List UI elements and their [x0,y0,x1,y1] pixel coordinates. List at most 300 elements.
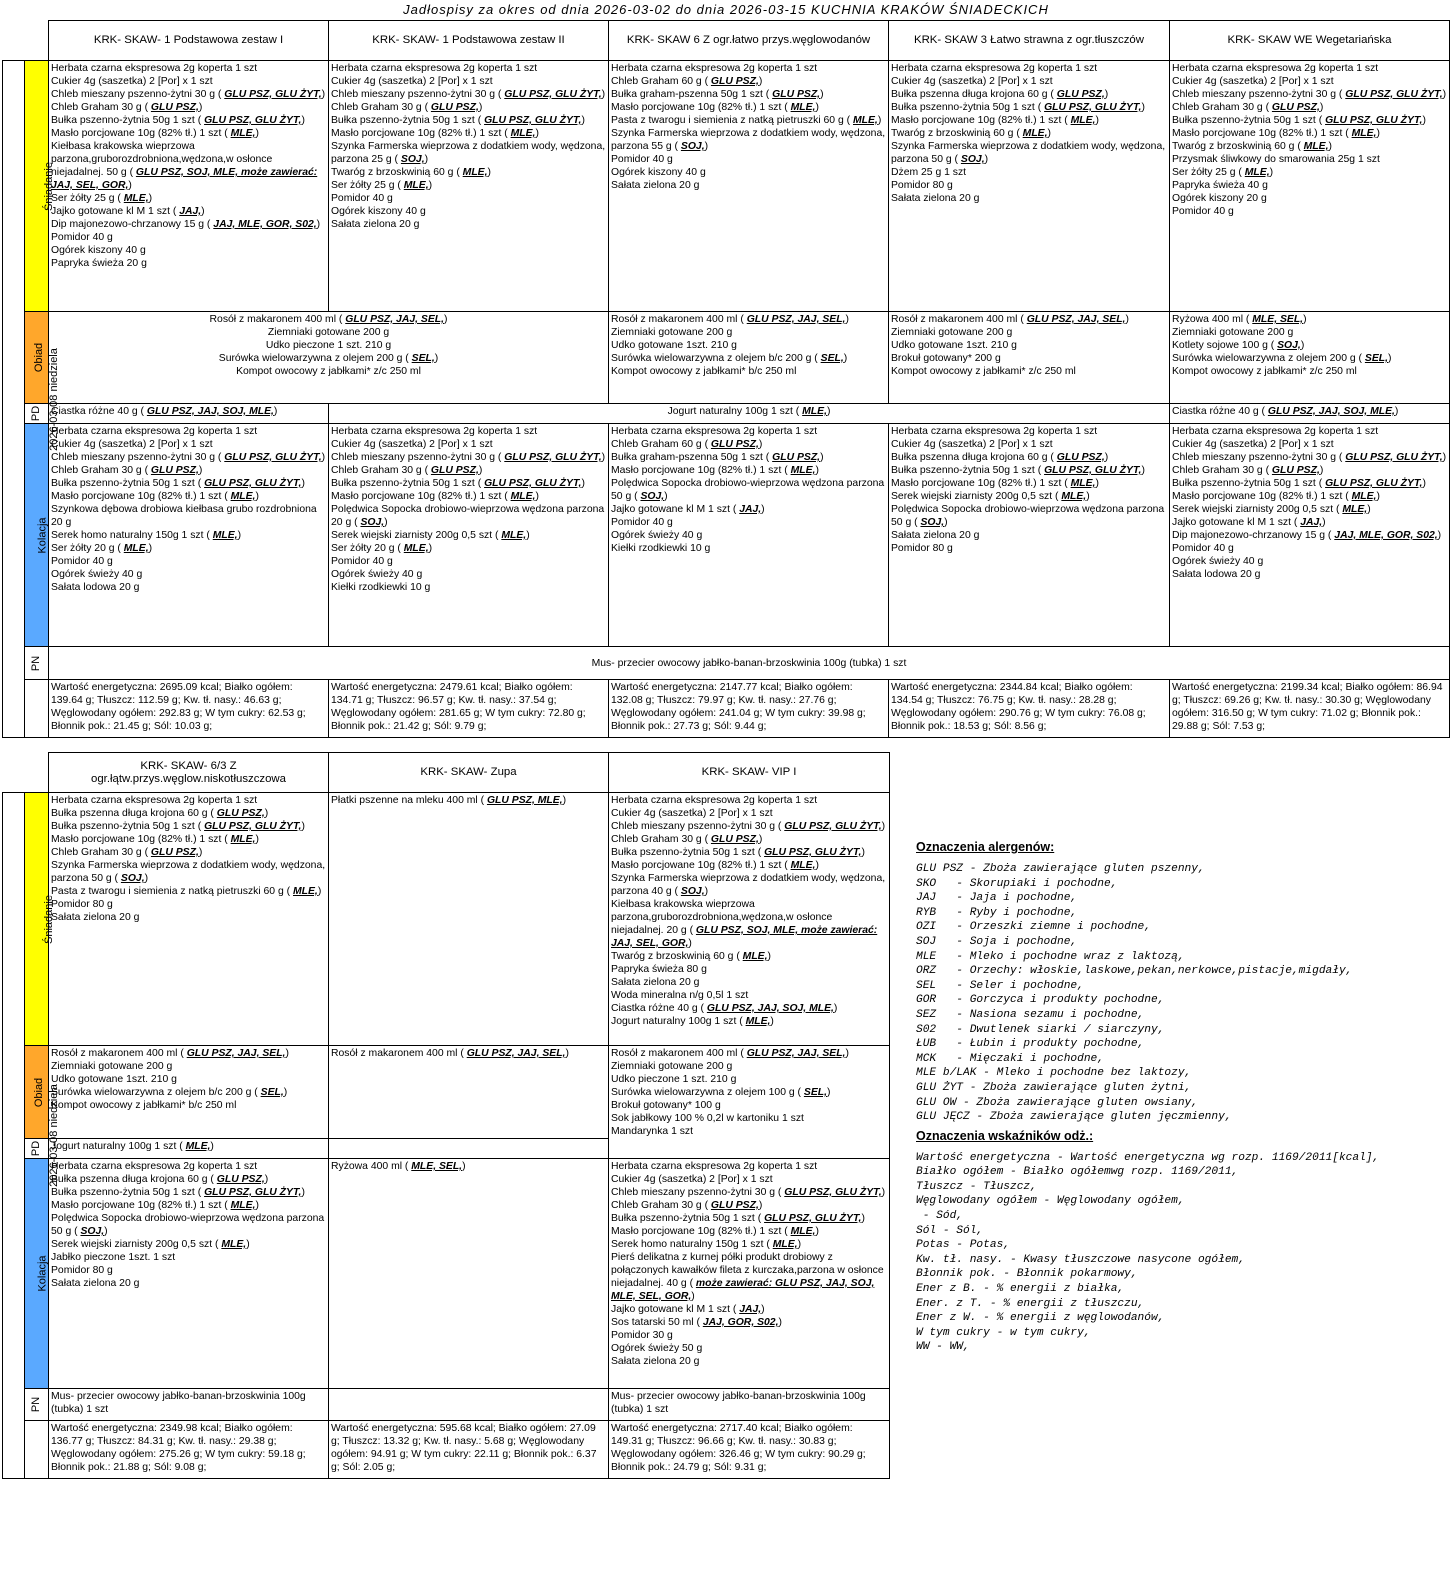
allergen-codes: MLE, [1303,141,1329,152]
meal-label-pn: PN [25,647,49,680]
allergen-codes: MLE, [230,1200,256,1211]
menu-item: Herbata czarna ekspresowa 2g koperta 1 szt [51,63,258,74]
allergen-codes: MLE, [292,886,318,897]
diet-header: KRK- SKAW- 1 Podstawowa zestaw I [49,21,329,61]
legend-line: SKO - Skorupiaki i pochodne, [916,877,1118,890]
menu-cell [49,1046,329,1139]
menu-item: Szynkowa dębowa drobiowa kiełbasa grubo rozdrobniona 20 g [51,504,317,528]
menu-item: Serek homo naturalny 150g 1 szt ( MLE,) [51,530,242,541]
menu-item: Serek wiejski ziarnisty 200g 0,5 szt ( MLE,) [51,1239,250,1250]
menu-item: Chleb mieszany pszenno-żytni 30 g ( GLU PSZ, GLU ŻYT,) [1172,89,1447,100]
menu-item: Surówka wielowarzywna z olejem 200 g ( SEL,) [218,353,439,364]
allergen-codes: GLU PSZ, JAJ, SOJ, MLE, [146,406,274,417]
menu-item: Rosół z makaronem 400 ml ( GLU PSZ, JAJ, SEL,) [611,314,849,325]
menu-cell [609,424,889,647]
menu-item: Jabłko pieczone 1szt. 1 szt [51,1252,176,1263]
allergen-codes: GLU PSZ, GLU ŻYT, [204,1187,302,1198]
menu-cell [1170,404,1450,424]
menu-item: Rosół z makaronem 400 ml ( GLU PSZ, JAJ, SEL,) [891,314,1129,325]
menu-item: Bułka pszenno-żytnia 50g 1 szt ( GLU PSZ, GLU ŻYT,) [331,478,585,489]
menu-cell [329,1139,609,1159]
menu-item: Cukier 4g (saszetka) 2 [Por] x 1 szt [1172,439,1334,450]
menu-item: Ser żółty 20 g ( MLE,) [51,543,153,554]
allergen-codes: MLE, [1351,128,1377,139]
menu-item: Jajko gotowane kl M 1 szt ( JAJ,) [611,1304,765,1315]
menu-item: Pomidor 40 g [331,193,393,204]
nutrition-cell: Wartość energetyczna: 2147.77 kcal; Białko ogółem: 132.08 g; Tłuszcz: 79.97 g; Kw. tł. nasy.: 27.76 g; Węglowodany ogółem: 241.04 g; W tym cukry: 39.98 g; Błonnik pok.: 27.73 g; Sól: 9.44 g; [609,680,889,738]
menu-cell [49,312,609,404]
allergen-codes: GLU PSZ, [772,89,821,100]
menu-item: Bułka graham-pszenna 50g 1 szt ( GLU PSZ,) [611,452,824,463]
menu-item: Ciastka różne 40 g ( GLU PSZ, JAJ, SOJ, MLE,) [1172,406,1399,417]
menu-item: Rosół z makaronem 400 ml ( GLU PSZ, JAJ, SEL,) [209,314,448,325]
menu-item: Bułka pszenno-żytnia 50g 1 szt ( GLU PSZ, GLU ŻYT,) [51,478,305,489]
menu-item: Udko gotowane 1szt. 210 g [611,340,737,351]
menu-item: Ziemniaki gotowane 200 g [1172,327,1294,338]
menu-item: Polędwica Sopocka drobiowo-wieprzowa wędzona parzona 50 g ( SOJ,) [51,1213,325,1237]
allergen-codes: MLE, [510,491,536,502]
menu-item: Cukier 4g (saszetka) 2 [Por] x 1 szt [331,439,493,450]
menu-item: Herbata czarna ekspresowa 2g koperta 1 szt [331,426,538,437]
legend-line: - Sód, [916,1210,963,1223]
menu-item: Cukier 4g (saszetka) 2 [Por] x 1 szt [611,1174,773,1185]
legend-line: Węglowodany ogółem - Węglowodany ogółem, [916,1195,1185,1208]
menu-item: Sałata zielona 20 g [611,180,700,191]
menu-item: Masło porcjowane 10g (82% tł.) 1 szt ( MLE,) [51,834,259,845]
menu-item: Woda mineralna n/g 0,5l 1 szt [611,990,749,1001]
menu-item: Masło porcjowane 10g (82% tł.) 1 szt ( MLE,) [51,491,259,502]
menu-item: Dżem 25 g 1 szt [891,167,967,178]
menu-item: Szynka Farmerska wieprzowa z dodatkiem wody, wędzona, parzona 40 g ( SOJ,) [611,873,886,897]
menu-item: Pierś delikatna z kurnej półki produkt drobiowy z połączonych kawałków fileta z kurczaka,parzona w osłonce niejadalnej. 40 g ( może zawierać: GLU PSZ, JAJ, SOJ, MLE, SEL, GOR,) [611,1252,884,1302]
menu-item: Ziemniaki gotowane 200 g [51,1061,173,1072]
menu-item: Kompot owocowy z jabłkami* z/c 250 ml [891,366,1076,377]
allergen-codes: MLE, [123,193,149,204]
menu-item: Pomidor 40 g [611,517,673,528]
menu-item: Ziemniaki gotowane 200 g [611,1061,733,1072]
menu-cell [49,424,329,647]
menu-item: Serek wiejski ziarnisty 200g 0,5 szt ( MLE,) [331,530,530,541]
allergen-codes: GLU PSZ, [1056,452,1105,463]
allergen-codes: SEL, [260,1087,284,1098]
allergen-codes: MLE, [230,491,256,502]
menu-item: Pomidor 40 g [331,556,393,567]
allergen-codes: SOJ, [920,517,945,528]
legend-line: JAJ - Jaja i pochodne, [916,892,1078,905]
menu-item: Sałata lodowa 20 g [51,582,140,593]
menu-item: Serek homo naturalny 150g 1 szt ( MLE,) [611,1239,802,1250]
menu-item: Udko pieczone 1 szt. 210 g [265,340,392,351]
menu-item: Brokuł gotowany* 100 g [611,1100,721,1111]
allergen-codes: GLU PSZ, JAJ, SEL, [746,1048,846,1059]
menu-item: Papryka świeża 80 g [611,964,707,975]
menu-item: Cukier 4g (saszetka) 2 [Por] x 1 szt [891,439,1053,450]
menu-item: Chleb Graham 30 g ( GLU PSZ,) [611,1200,763,1211]
menu-item: Cukier 4g (saszetka) 2 [Por] x 1 szt [51,76,213,87]
allergen-codes: SOJ, [640,491,665,502]
menu-cell [49,404,329,424]
meal-label-obiad: Obiad [25,1046,49,1139]
menu-item: Chleb Graham 60 g ( GLU PSZ,) [611,439,763,450]
allergen-codes: GLU PSZ, GLU ŻYT, [224,452,322,463]
allergen-codes: JAJ, [739,1304,762,1315]
menu-item: Sałata zielona 20 g [51,912,140,923]
menu-item: Pasta z twarogu i siemienia z natką pietruszki 60 g ( MLE,) [611,115,882,126]
allergen-codes: MLE, SEL, [411,1161,463,1172]
menu-item: Ryżowa 400 ml ( MLE, SEL,) [1172,314,1307,325]
menu-cell-pn: Mus- przecier owocowy jabłko-banan-brzoskwinia 100g (tubka) 1 szt [49,647,1450,680]
nutrition-indicators-list [916,1151,1436,1355]
menu-item: Surówka wielowarzywna z olejem 200 g ( SEL,) [1172,353,1392,364]
allergen-codes: GLU PSZ, GLU ŻYT, [204,478,302,489]
allergen-codes: GLU PSZ, GLU ŻYT, [484,115,582,126]
menu-item: Ogórek kiszony 40 g [611,167,706,178]
legend-line: Ener. z T. - % energii z tłuszczu, [916,1297,1145,1310]
menu-item: Pomidor 80 g [891,543,953,554]
allergen-codes: MLE, [852,115,878,126]
legend-line: GLU OW - Zboża zawierające gluten owsiany, [916,1096,1198,1109]
menu-item: Chleb Graham 30 g ( GLU PSZ,) [331,102,483,113]
allergen-codes: SEL, [1364,353,1388,364]
menu-item: Ser żółty 25 g ( MLE,) [1172,167,1274,178]
menu-item: Bułka pszenno-żytnia 50g 1 szt ( GLU PSZ, GLU ŻYT,) [1172,478,1426,489]
meal-label-pn: PN [25,1389,49,1421]
allergen-codes: GLU PSZ, GLU ŻYT, [784,1187,882,1198]
menu-item: Cukier 4g (saszetka) 2 [Por] x 1 szt [1172,76,1334,87]
meal-label-sniadanie: Śniadanie [25,61,49,312]
allergen-codes: MLE, [790,1226,816,1237]
allergen-codes: GLU PSZ, GLU ŻYT, [204,821,302,832]
menu-item: Serek wiejski ziarnisty 200g 0,5 szt ( MLE,) [891,491,1090,502]
menu-item: Pomidor 80 g [51,1265,113,1276]
menu-item: Bułka pszenno-żytnia 50g 1 szt ( GLU PSZ, GLU ŻYT,) [891,465,1145,476]
menu-item: Twaróg z brzoskwinią 60 g ( MLE,) [611,951,771,962]
allergen-codes: MLE, [1061,491,1087,502]
legend-line: ŁUB - Łubin i produkty pochodne, [916,1038,1145,1051]
menu-item: Chleb Graham 30 g ( GLU PSZ,) [51,102,203,113]
menu-item: Serek wiejski ziarnisty 200g 0,5 szt ( MLE,) [1172,504,1371,515]
menu-item: Chleb mieszany pszenno-żytni 30 g ( GLU PSZ, GLU ŻYT,) [331,452,606,463]
menu-item: Masło porcjowane 10g (82% tł.) 1 szt ( MLE,) [891,478,1099,489]
menu-item: Ryżowa 400 ml ( MLE, SEL,) [331,1161,466,1172]
allergen-codes: GLU PSZ, [1271,102,1320,113]
menu-item: Jogurt naturalny 100g 1 szt ( MLE,) [611,1016,774,1027]
menu-cell [1170,61,1450,312]
allergen-codes: SOJ, [680,141,705,152]
legend-line: GLU ŻYT - Zboża zawierające gluten żytni, [916,1081,1192,1094]
menu-item: Jajko gotowane kl M 1 szt ( JAJ,) [51,206,205,217]
allergen-codes: GLU PSZ, JAJ, SEL, [466,1048,566,1059]
menu-item: Cukier 4g (saszetka) 2 [Por] x 1 szt [611,808,773,819]
menu-item: Masło porcjowane 10g (82% tł.) 1 szt ( MLE,) [611,465,819,476]
menu-item: Pomidor 40 g [611,154,673,165]
menu-cell [609,312,889,404]
allergen-codes: GLU PSZ, GLU ŻYT, [764,1213,862,1224]
menu-cell-pn: Mus- przecier owocowy jabłko-banan-brzoskwinia 100g (tubka) 1 szt [49,1389,329,1421]
menu-item: Bułka pszenno-żytnia 50g 1 szt ( GLU PSZ, GLU ŻYT,) [1172,115,1426,126]
allergen-codes: może zawierać: GLU PSZ, JAJ, SOJ, MLE, SEL, GOR, [611,1278,875,1302]
allergen-codes: MLE, [1244,167,1270,178]
allergen-codes: MLE, [790,102,816,113]
allergen-codes: GLU PSZ, [150,847,199,858]
menu-item: Herbata czarna ekspresowa 2g koperta 1 szt [51,1161,258,1172]
menu-item: Chleb Graham 30 g ( GLU PSZ,) [331,465,483,476]
allergen-codes: GLU PSZ, GLU ŻYT, [764,847,862,858]
legend-line: Kw. tł. nasy. - Kwasy tłuszczowe nasycone ogółem, [916,1253,1245,1266]
menu-item: Masło porcjowane 10g (82% tł.) 1 szt ( MLE,) [51,128,259,139]
menu-item: Chleb Graham 30 g ( GLU PSZ,) [51,465,203,476]
menu-item: Bułka pszenno-żytnia 50g 1 szt ( GLU PSZ, GLU ŻYT,) [331,115,585,126]
menu-item: Herbata czarna ekspresowa 2g koperta 1 szt [331,63,538,74]
legend-line: Białko ogółem - Białko ogółemwg rozp. 1169/2011, [916,1166,1239,1179]
menu-item: Twaróg z brzoskwinią 60 g ( MLE,) [1172,141,1332,152]
allergen-codes: GLU PSZ, GLU ŻYT, [504,89,602,100]
menu-item: Ciastka różne 40 g ( GLU PSZ, JAJ, SOJ, MLE,) [611,1003,838,1014]
legend-line: S02 - Dwutlenek siarki / siarczyny, [916,1023,1165,1036]
menu-cell [329,1159,609,1389]
menu-cell [329,404,1170,424]
menu-item: Chleb mieszany pszenno-żytni 30 g ( GLU PSZ, GLU ŻYT,) [51,89,326,100]
menu-item: Ziemniaki gotowane 200 g [611,327,733,338]
allergen-codes: MLE, [212,530,238,541]
menu-item: Pomidor 80 g [891,180,953,191]
menu-item: Brokuł gotowany* 200 g [891,353,1001,364]
legend-line: RYB - Ryby i pochodne, [916,906,1078,919]
menu-item: Surówka wielowarzywna z olejem b/c 200 g ( SEL,) [611,353,848,364]
allergen-codes: GLU PSZ, GLU ŻYT, [1044,465,1142,476]
allergen-codes: GLU PSZ, [216,1174,265,1185]
menu-item: Chleb mieszany pszenno-żytni 30 g ( GLU PSZ, GLU ŻYT,) [51,452,326,463]
legend-line: Ener z W. - % energii z węglowodanów, [916,1312,1165,1325]
menu-item: Pasta z twarogu i siemienia z natką pietruszki 60 g ( MLE,) [51,886,322,897]
menu-item: Sałata zielona 20 g [331,219,420,230]
legend-line: MLE - Mleko i pochodne wraz z laktozą, [916,950,1185,963]
menu-item: Ogórek świeży 40 g [1172,556,1264,567]
allergen-codes: MLE, [790,465,816,476]
diet-header: KRK- SKAW 3 Łatwo strawna z ogr.tłuszczów [889,21,1170,61]
menu-item: Herbata czarna ekspresowa 2g koperta 1 szt [891,63,1098,74]
menu-item: Ziemniaki gotowane 200 g [891,327,1013,338]
allergen-codes: MLE, [802,406,827,417]
menu-item: Masło porcjowane 10g (82% tł.) 1 szt ( MLE,) [611,860,819,871]
menu-item: Bułka pszenna długa krojona 60 g ( GLU PSZ,) [891,452,1109,463]
menu-item: Masło porcjowane 10g (82% tł.) 1 szt ( MLE,) [611,102,819,113]
menu-item: Jajko gotowane kl M 1 szt ( JAJ,) [611,504,765,515]
day-label: 2026-03-08 niedziela [47,1084,60,1187]
meal-label-kolacja: Kolacja [25,1159,49,1389]
allergen-codes: GLU PSZ, GLU ŻYT, [1325,478,1423,489]
menu-item: Sałata zielona 20 g [51,1278,140,1289]
allergen-codes: GLU PSZ, [772,452,821,463]
menu-item: Herbata czarna ekspresowa 2g koperta 1 szt [611,426,818,437]
allergen-codes: JAJ, [179,206,202,217]
menu-item: Ogórek świeży 50 g [611,1343,703,1354]
menu-cell [329,1046,609,1139]
menu-cell [609,1046,890,1159]
menu-item: Masło porcjowane 10g (82% tł.) 1 szt ( MLE,) [51,1200,259,1211]
menu-item: Ser żółty 25 g ( MLE,) [331,180,433,191]
menu-item: Ziemniaki gotowane 200 g [267,327,390,338]
allergen-codes: JAJ, [1300,517,1323,528]
menu-item: Kiełbasa krakowska wieprzowa parzona,gruborozdrobniona,wędzona,w osłonce niejadalnej. 20 g ( GLU PSZ, SOJ, MLE, może zawierać: JAJ, SEL, GOR,) [611,899,878,949]
nutrition-cell: Wartość energetyczna: 2695.09 kcal; Białko ogółem: 139.64 g; Tłuszcz: 112.59 g; Kw. tł. nasy.: 46.63 g; Węglowodany ogółem: 292.83 g; W tym cukry: 62.53 g; Błonnik pok.: 21.45 g; Sól: 10.03 g; [49,680,329,738]
allergen-codes: GLU PSZ, GLU ŻYT, [204,115,302,126]
menu-cell [1170,312,1450,404]
menu-item: Szynka Farmerska wieprzowa z dodatkiem wody, wędzona, parzona 55 g ( SOJ,) [611,128,886,152]
menu-item: Udko pieczone 1 szt. 210 g [611,1074,737,1085]
allergen-codes: MLE, [1070,115,1096,126]
allergen-codes: GLU PSZ, [216,808,265,819]
menu-item: Bułka pszenno-żytnia 50g 1 szt ( GLU PSZ, GLU ŻYT,) [51,115,305,126]
nutrition-cell: Wartość energetyczna: 595.68 kcal; Białko ogółem: 27.09 g; Tłuszcz: 13.32 g; Kw. tł. nasy.: 5.68 g; Węglowodany ogółem: 94.91 g; W tym cukry: 22.11 g; Błonnik pok.: 6.37 g; Sól: 2.05 g; [329,1421,609,1479]
legend-line: SEL - Seler i pochodne, [916,979,1084,992]
allergen-codes: JAJ, MLE, GOR, S02, [213,219,317,230]
allergen-codes: SEL, [820,353,844,364]
menu-item: Chleb mieszany pszenno-żytni 30 g ( GLU PSZ, GLU ŻYT,) [611,1187,886,1198]
allergen-codes: MLE, [185,1141,211,1152]
menu-table-top [2,20,1450,738]
menu-cell-pn [329,1389,609,1421]
diet-header: KRK- SKAW WE Wegetariańska [1170,21,1450,61]
menu-cell [329,61,609,312]
menu-item: Masło porcjowane 10g (82% tł.) 1 szt ( MLE,) [1172,128,1380,139]
legend-line: Sól - Sól, [916,1224,984,1237]
allergen-codes: GLU PSZ, GLU ŻYT, [484,478,582,489]
menu-cell [609,61,889,312]
meal-label-obiad: Obiad [25,312,49,404]
menu-item: Papryka świeża 40 g [1172,180,1268,191]
meal-label-pd: PD [25,404,49,424]
nutrition-cell: Wartość energetyczna: 2479.61 kcal; Białko ogółem: 134.71 g; Tłuszcz: 96.57 g; Kw. tł. nasy.: 37.54 g; Węglowodany ogółem: 281.65 g; W tym cukry: 72.80 g; Błonnik pok.: 21.42 g; Sól: 9.79 g; [329,680,609,738]
menu-item: Sałata zielona 20 g [891,193,980,204]
menu-item: Pomidor 40 g [1172,206,1234,217]
allergen-codes: MLE, [772,1239,798,1250]
nutrition-cell: Wartość energetyczna: 2349.98 kcal; Białko ogółem: 136.77 g; Tłuszcz: 84.31 g; Kw. tł. nasy.: 29.38 g; Węglowodany ogółem: 275.26 g; W tym cukry: 59.18 g; Błonnik pok.: 21.88 g; Sól: 9.08 g; [49,1421,329,1479]
allergen-codes: GLU PSZ, [710,439,759,450]
allergen-codes: MLE, [123,543,149,554]
menu-item: Ogórek kiszony 20 g [1172,193,1267,204]
menu-cell [889,312,1170,404]
menu-item: Bułka graham-pszenna 50g 1 szt ( GLU PSZ,) [611,89,824,100]
menu-item: Cukier 4g (saszetka) 2 [Por] x 1 szt [891,76,1053,87]
allergen-codes: SEL, [411,353,435,364]
nutrition-cell: Wartość energetyczna: 2344.84 kcal; Białko ogółem: 134.54 g; Tłuszcz: 76.75 g; Kw. tł. nasy.: 28.28 g; Węglowodany ogółem: 290.76 g; W tym cukry: 76.08 g; Błonnik pok.: 18.53 g; Sól: 8.56 g; [889,680,1170,738]
diet-header: KRK- SKAW- VIP I [609,753,890,793]
allergen-codes: GLU PSZ, SOJ, MLE, może zawierać: JAJ, SEL, GOR, [611,925,878,949]
legend-line: GLU PSZ - Zboża zawierające gluten pszenny, [916,863,1205,875]
allergen-codes: SOJ, [680,886,705,897]
menu-item: Masło porcjowane 10g (82% tł.) 1 szt ( MLE,) [331,491,539,502]
allergen-codes: GLU PSZ, JAJ, SEL, [186,1048,286,1059]
menu-item: Dip majonezowo-chrzanowy 15 g ( JAJ, MLE, GOR, S02,) [1172,530,1442,541]
legend-line: GLU JĘCZ - Zboża zawierające gluten jęczmienny, [916,1111,1232,1124]
menu-item: Ogórek kiszony 40 g [51,245,146,256]
menu-item: Cukier 4g (saszetka) 2 [Por] x 1 szt [331,76,493,87]
menu-item: Cukier 4g (saszetka) 2 [Por] x 1 szt [51,439,213,450]
menu-item: Ciastka różne 40 g ( GLU PSZ, JAJ, SOJ, MLE,) [51,406,278,417]
allergen-codes: GLU PSZ, SOJ, MLE, może zawierać: JAJ, SEL, GOR, [51,167,318,191]
menu-item: Surówka wielowarzywna z olejem b/c 200 g ( SEL,) [51,1087,288,1098]
menu-item: Bułka pszenno-żytnia 50g 1 szt ( GLU PSZ, GLU ŻYT,) [51,821,305,832]
menu-item: Kotlety sojowe 100 g ( SOJ,) [1172,340,1305,351]
menu-item: Dip majonezowo-chrzanowy 15 g ( JAJ, MLE, GOR, S02,) [51,219,321,230]
allergen-codes: MLE, [742,951,768,962]
menu-item: Bułka pszenna długa krojona 60 g ( GLU PSZ,) [51,1174,269,1185]
allergen-codes: GLU PSZ, JAJ, SOJ, MLE, [1267,406,1395,417]
menu-item: Chleb mieszany pszenno-żytni 30 g ( GLU PSZ, GLU ŻYT,) [331,89,606,100]
menu-cell [329,424,609,647]
menu-item: Udko gotowane 1szt. 210 g [51,1074,177,1085]
menu-item: Rosół z makaronem 400 ml ( GLU PSZ, JAJ, SEL,) [611,1048,849,1059]
menu-item: Bułka pszenno-żytnia 50g 1 szt ( GLU PSZ, GLU ŻYT,) [891,102,1145,113]
menu-item: Bułka pszenno-żytnia 50g 1 szt ( GLU PSZ, GLU ŻYT,) [611,1213,865,1224]
menu-item: Herbata czarna ekspresowa 2g koperta 1 szt [611,63,818,74]
menu-item: Herbata czarna ekspresowa 2g koperta 1 szt [1172,63,1379,74]
legend-line: W tym cukry - w tym cukry, [916,1326,1091,1339]
allergen-codes: GLU PSZ, [710,76,759,87]
legend-line: Ener z B. - % energii z białka, [916,1283,1125,1296]
menu-item: Masło porcjowane 10g (82% tł.) 1 szt ( MLE,) [1172,491,1380,502]
allergen-codes: GLU PSZ, GLU ŻYT, [1325,115,1423,126]
menu-item: Chleb mieszany pszenno-żytni 30 g ( GLU PSZ, GLU ŻYT,) [611,821,886,832]
allergen-codes: MLE, [510,128,536,139]
menu-item: Mandarynka 1 szt [611,1126,694,1137]
allergen-codes: GLU PSZ, [1271,465,1320,476]
menu-item: Ser żółty 20 g ( MLE,) [331,543,433,554]
allergen-codes: MLE, [230,128,256,139]
menu-item: Ogórek świeży 40 g [331,569,423,580]
allergen-codes: GLU PSZ, GLU ŻYT, [1345,452,1443,463]
allergen-codes: GLU PSZ, [710,1200,759,1211]
menu-item: Rosół z makaronem 400 ml ( GLU PSZ, JAJ, SEL,) [331,1048,569,1059]
nutrition-indicators-title: Oznaczenia wskaźników odż.: [916,1128,1094,1143]
menu-item: Polędwica Sopocka drobiowo-wieprzowa wędzona parzona 50 g ( SOJ,) [891,504,1165,528]
allergen-codes: GLU PSZ, MLE, [486,795,563,806]
menu-item: Pomidor 40 g [51,232,113,243]
menu-item: Chleb Graham 60 g ( GLU PSZ,) [611,76,763,87]
legend-line: ORZ - Orzechy: włoskie,laskowe,pekan,nerkowce,pistacje,migdały, [916,965,1353,978]
allergen-codes: MLE, SEL, [1252,314,1304,325]
menu-item: Kiełbasa krakowska wieprzowa parzona,gruborozdrobniona,wędzona,w osłonce niejadalnej. 50 g ( GLU PSZ, SOJ, MLE, może zawierać: JAJ, SEL, GOR,) [51,141,318,191]
nutrition-cell: Wartość energetyczna: 2717.40 kcal; Białko ogółem: 149.31 g; Tłuszcz: 96.66 g; Kw. tł. nasy.: 30.83 g; Węglowodany ogółem: 326.46 g; W tym cukry: 90.29 g; Błonnik pok.: 24.79 g; Sól: 9.31 g; [609,1421,890,1479]
allergen-codes: SEL, [803,1087,827,1098]
menu-item: Herbata czarna ekspresowa 2g koperta 1 szt [611,1161,818,1172]
legend-line: SEZ - Nasiona sezamu i pochodne, [916,1008,1145,1021]
allergen-codes: JAJ, MLE, GOR, S02, [1334,530,1438,541]
menu-item: Twaróg z brzoskwinią 60 g ( MLE,) [331,167,491,178]
allergen-codes: GLU PSZ, [430,465,479,476]
legend-line: GOR - Gorczyca i produkty pochodne, [916,994,1165,1007]
menu-item: Ser żółty 25 g ( MLE,) [51,193,153,204]
menu-item: Szynka Farmerska wieprzowa z dodatkiem wody, wędzona, parzona 50 g ( SOJ,) [891,141,1166,165]
legend-line: SOJ - Soja i pochodne, [916,935,1078,948]
menu-item: Ogórek świeży 40 g [611,530,703,541]
menu-item: Herbata czarna ekspresowa 2g koperta 1 szt [611,795,818,806]
meal-label-sniadanie: Śniadanie [25,793,49,1046]
allergen-codes: GLU PSZ, GLU ŻYT, [1044,102,1142,113]
menu-item: Herbata czarna ekspresowa 2g koperta 1 szt [1172,426,1379,437]
menu-item: Ogórek kiszony 40 g [331,206,426,217]
menu-item: Przysmak śliwkowy do smarowania 25g 1 szt [1172,154,1380,165]
menu-item: Sałata lodowa 20 g [1172,569,1261,580]
menu-item: Sałata zielona 20 g [611,1356,700,1367]
menu-table-bottom [2,752,890,1479]
allergen-codes: MLE, [1342,504,1368,515]
menu-item: Chleb mieszany pszenno-żytni 30 g ( GLU PSZ, GLU ŻYT,) [1172,452,1447,463]
menu-cell [609,793,890,1046]
allergens-title: Oznaczenia alergenów: [916,840,1055,854]
legend-line: WW - WW, [916,1341,970,1354]
